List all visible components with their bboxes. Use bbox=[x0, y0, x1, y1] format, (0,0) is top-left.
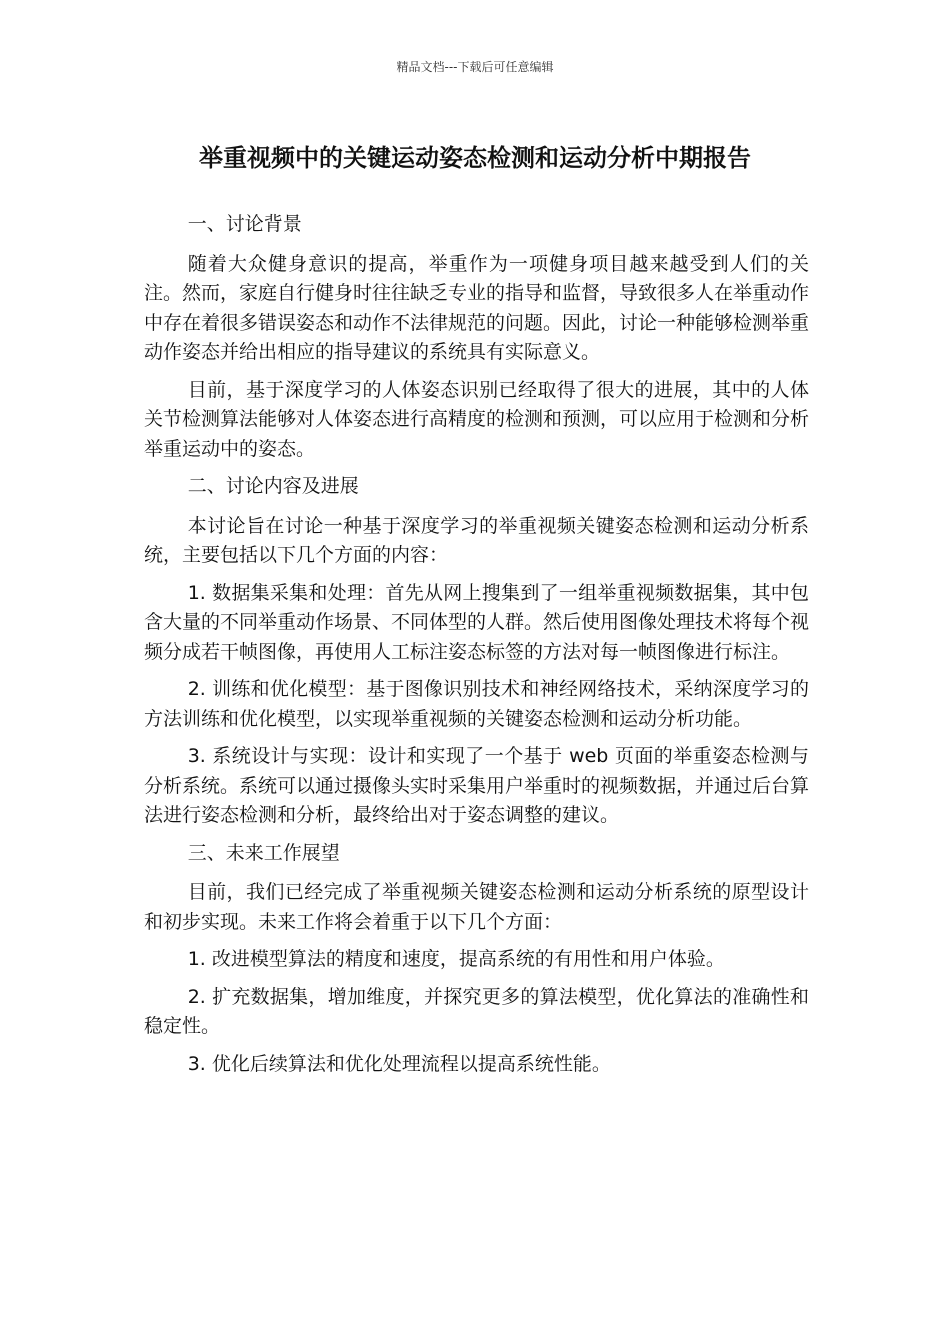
list-item: 1. 改进模型算法的精度和速度，提高系统的有用性和用户体验。 bbox=[187, 948, 725, 970]
list-item: 3. 优化后续算法和优化处理流程以提高系统性能。 bbox=[187, 1052, 611, 1075]
list-item: 3. 系统设计与实现：设计和实现了一个基于 web 页面的举重姿态检测与分析系统。系统可以通过摄像头实时采集用户举重时的视频数据，并通过后台算法进行姿态检测和分析，最终给出对于姿态调整的建议。 bbox=[144, 745, 810, 826]
section-heading: 三、未来工作展望 bbox=[187, 841, 340, 864]
paragraph: 目前，基于深度学习的人体姿态识别已经取得了很大的进展，其中的人体关节检测算法能够对人体姿态进行高精度的检测和预测，可以应用于检测和分析举重运动中的姿态。 bbox=[144, 378, 810, 460]
page-header-note: 精品文档---下载后可任意编辑 bbox=[396, 60, 554, 74]
list-item: 2. 训练和优化模型：基于图像识别技术和神经网络技术，采纳深度学习的方法训练和优化模型，以实现举重视频的关键姿态检测和运动分析功能。 bbox=[144, 678, 809, 730]
paragraph: 目前，我们已经完成了举重视频关键姿态检测和运动分析系统的原型设计和初步实现。未来工作将会着重于以下几个方面： bbox=[144, 881, 809, 933]
document-title: 举重视频中的关键运动姿态检测和运动分析中期报告 bbox=[199, 144, 751, 172]
paragraph: 随着大众健身意识的提高，举重作为一项健身项目越来越受到人们的关注。然而，家庭自行健身时往往缺乏专业的指导和监督，导致很多人在举重动作中存在着很多错误姿态和动作不法律规范的问题。因此，讨论一种能够检测举重动作姿态并给出相应的指导建议的系统具有实际意义。 bbox=[144, 252, 810, 363]
paragraph: 本讨论旨在讨论一种基于深度学习的举重视频关键姿态检测和运动分析系统，主要包括以下几个方面的内容： bbox=[144, 514, 809, 566]
document-body bbox=[144, 210, 809, 1087]
list-item: 2. 扩充数据集，增加维度，并探究更多的算法模型，优化算法的准确性和稳定性。 bbox=[144, 985, 809, 1037]
section-heading: 一、讨论背景 bbox=[187, 213, 302, 235]
list-item: 1. 数据集采集和处理：首先从网上搜集到了一组举重视频数据集，其中包含大量的不同举重动作场景、不同体型的人群。然后使用图像处理技术将每个视频分成若干帧图像，再使用人工标注姿态标签的方法对每一帧图像进行标注。 bbox=[144, 581, 810, 663]
section-heading: 二、讨论内容及进展 bbox=[187, 475, 359, 497]
